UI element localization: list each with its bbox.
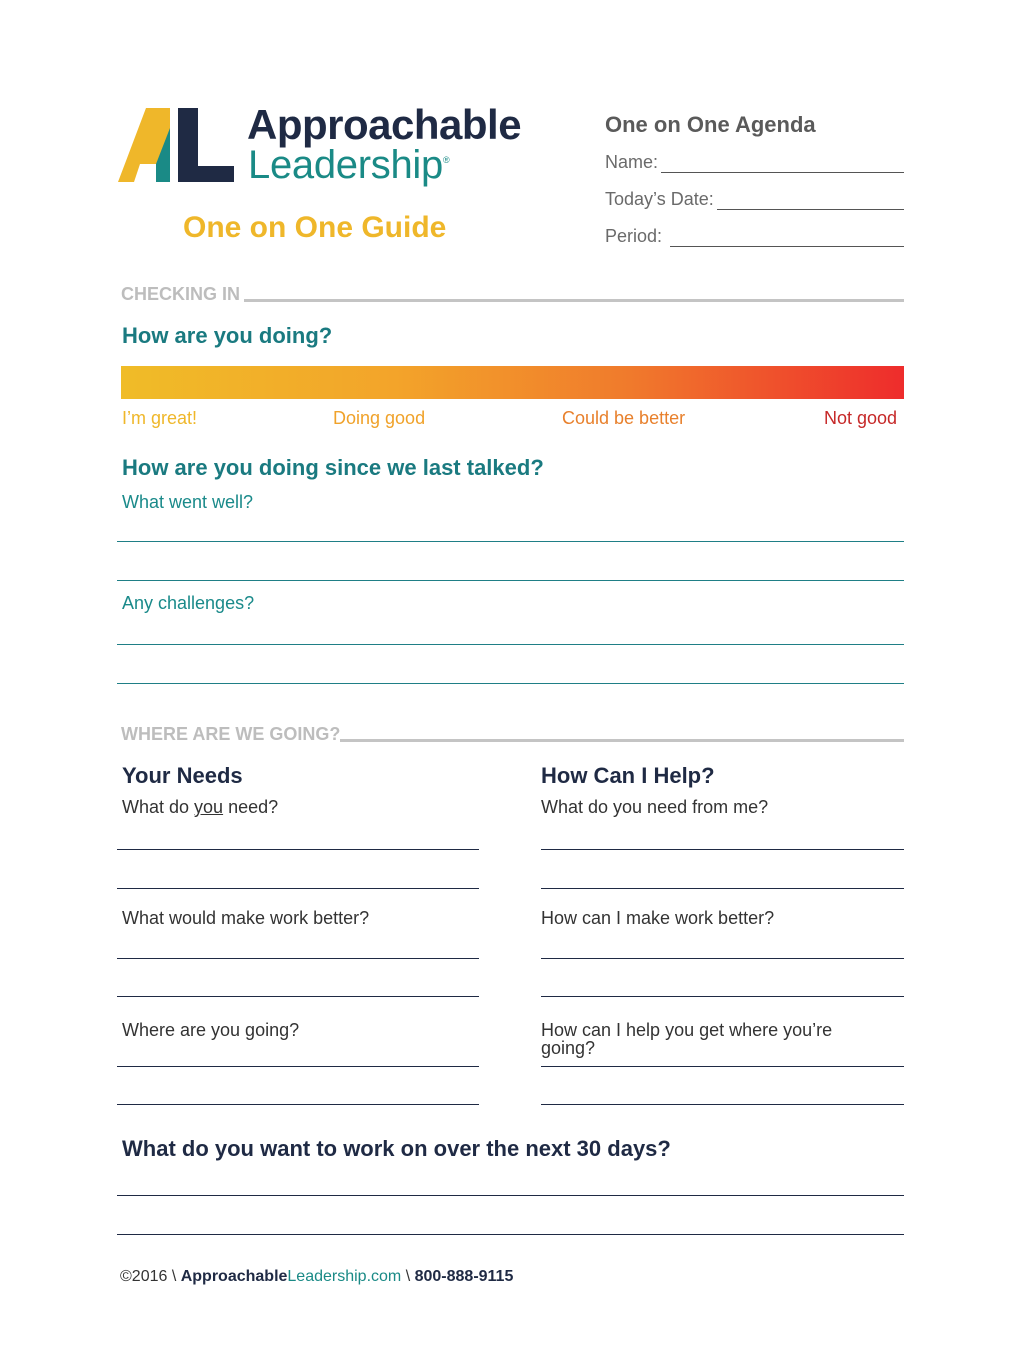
work-better-line-2[interactable] [117, 996, 479, 997]
approachable-leadership-logo-icon [118, 106, 236, 184]
checking-in-label: CHECKING IN [121, 284, 241, 304]
help-going-line-2[interactable] [541, 1104, 904, 1105]
name-line [661, 158, 904, 173]
name-field[interactable] [605, 152, 904, 173]
where-are-we-going-rule [340, 739, 904, 742]
next-30-days-heading: What do you want to work on over the next 30 days? [122, 1136, 671, 1161]
needs-line-2[interactable] [117, 888, 479, 889]
how-are-you-doing-heading: How are you doing? [122, 323, 333, 348]
went-well-line-2[interactable] [117, 580, 904, 581]
help-line-2[interactable] [541, 888, 904, 889]
going-line-2[interactable] [117, 1104, 479, 1105]
checking-in-header [121, 284, 904, 305]
what-went-well-label: What went well? [122, 492, 254, 512]
footer-site-link[interactable]: Leadership.com [287, 1268, 402, 1285]
guide-title: One on One Guide [183, 211, 447, 244]
make-work-better-label: What would make work better? [122, 908, 370, 928]
scale-could-be-better[interactable]: Could be better [562, 408, 686, 428]
period-field[interactable] [605, 226, 904, 247]
going-line-1[interactable] [117, 1066, 479, 1067]
since-last-talked-heading: How are you doing since we last talked? [122, 455, 544, 480]
how-can-i-make-work-better-label: How can I make work better? [541, 908, 775, 928]
agenda-title: One on One Agenda [605, 112, 816, 137]
i-work-better-line-2[interactable] [541, 996, 904, 997]
need-from-me-label: What do you need from me? [541, 797, 769, 817]
checking-in-rule [244, 299, 904, 302]
mood-scale-bar[interactable] [121, 366, 904, 399]
help-get-where-going-label: How can I help you get where you’re [541, 1020, 833, 1040]
scale-good[interactable]: Doing good [333, 408, 426, 428]
brand-name-approachable: Approachable [247, 101, 522, 148]
scale-great[interactable]: I’m great! [122, 408, 198, 428]
your-needs-heading: Your Needs [122, 763, 243, 788]
date-label: Today’s Date: [605, 189, 714, 209]
how-can-i-help-heading: How Can I Help? [541, 763, 715, 788]
where-are-we-going-label: WHERE ARE WE GOING? [121, 724, 341, 744]
what-do-you-need-label: What do you need? [122, 797, 279, 817]
period-line [670, 232, 904, 247]
where-are-we-going-header [121, 724, 904, 745]
help-line-1[interactable] [541, 849, 904, 850]
name-label: Name: [605, 152, 659, 172]
challenges-line-1[interactable] [117, 644, 904, 645]
scale-not-good[interactable]: Not good [824, 408, 898, 428]
i-work-better-line-1[interactable] [541, 958, 904, 959]
date-field[interactable] [605, 189, 904, 210]
any-challenges-label: Any challenges? [122, 593, 255, 613]
went-well-line-1[interactable] [117, 541, 904, 542]
where-are-you-going-label: Where are you going? [122, 1020, 300, 1040]
brand-name-leadership: Leadership® [248, 143, 450, 187]
registered-mark: ® [442, 155, 450, 165]
footer-phone[interactable]: 800-888-9115 [414, 1268, 514, 1285]
footer [120, 1268, 513, 1286]
challenges-line-2[interactable] [117, 683, 904, 684]
help-going-line-1[interactable] [541, 1066, 904, 1067]
period-label: Period: [605, 226, 663, 246]
needs-line-1[interactable] [117, 849, 479, 850]
work-better-line-1[interactable] [117, 958, 479, 959]
next-30-line-1[interactable] [117, 1195, 904, 1196]
help-get-where-going-label-cont: going? [541, 1038, 596, 1058]
next-30-line-2[interactable] [117, 1234, 904, 1235]
footer-site-bold[interactable]: Approachable [180, 1268, 288, 1285]
copyright: ©2016 \ [120, 1268, 181, 1285]
footer-separator: \ [401, 1268, 415, 1285]
date-line [717, 195, 904, 210]
